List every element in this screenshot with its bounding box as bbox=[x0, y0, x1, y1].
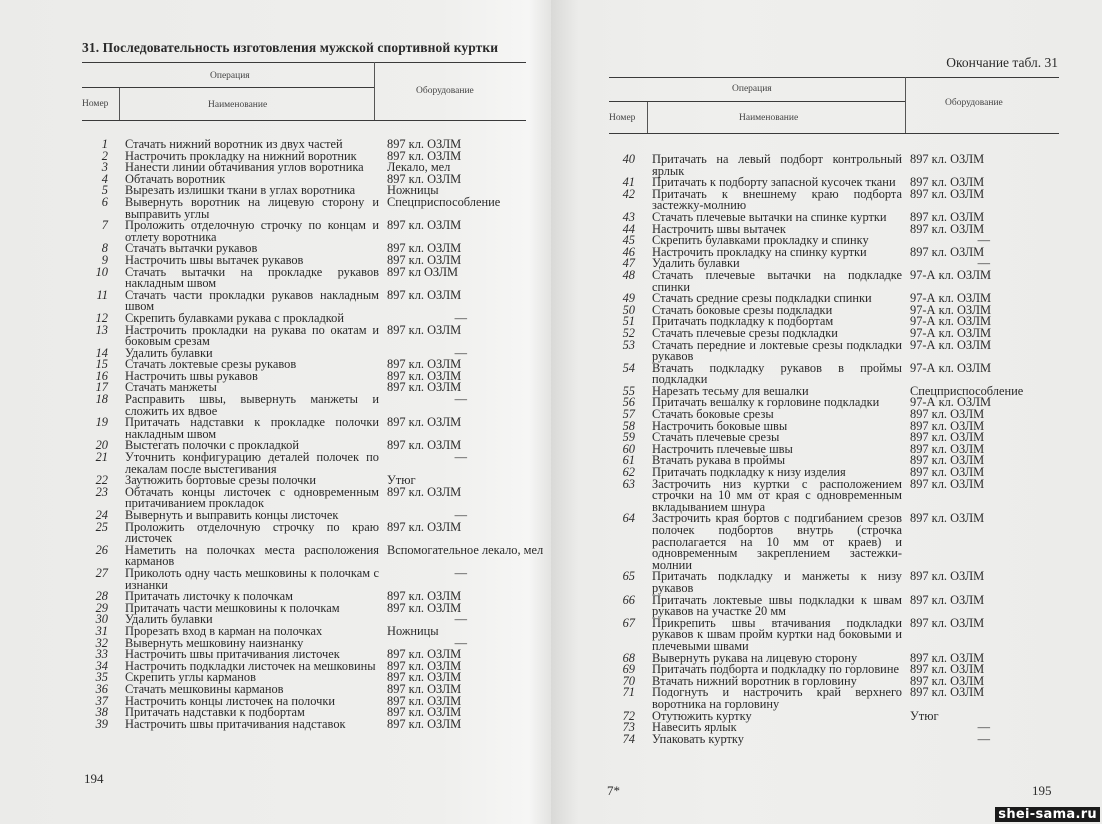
operation-name: Настрочить швы вытачек bbox=[652, 221, 786, 236]
header-top-rule bbox=[609, 77, 1059, 78]
header-equipment: Оборудование bbox=[945, 98, 1003, 108]
equipment: Ножницы bbox=[387, 183, 439, 198]
operation-number: 65 bbox=[622, 569, 635, 584]
equipment: 897 кл. ОЗЛМ bbox=[387, 705, 462, 720]
operation-name: Стачать плечевые срезы подкладки bbox=[652, 325, 838, 340]
header-operation: Операция bbox=[732, 84, 772, 94]
table-row bbox=[609, 513, 1070, 571]
operation-number: 71 bbox=[622, 685, 635, 700]
equipment: 897 кл. ОЗЛМ bbox=[910, 152, 985, 166]
operation-name: Притачать подборта и подкладку по горловине bbox=[652, 662, 899, 677]
continuation-title: Окончание табл. 31 bbox=[946, 55, 1058, 70]
equipment: 897 кл. ОЗЛМ bbox=[910, 511, 985, 526]
operation-number: 37 bbox=[95, 693, 108, 708]
equipment: — bbox=[977, 233, 990, 248]
operation-name: Вывернуть рукава на лицевую сторону bbox=[652, 650, 858, 665]
operation-name: Прикрепить швы втачивания подкладки рукавов к швам пройм куртки над боковыми и плечевыми швами bbox=[652, 615, 902, 653]
operation-number: 5 bbox=[101, 183, 108, 198]
page-number: 194 bbox=[84, 771, 104, 786]
operation-name: Нанести линии обтачивания углов воротника bbox=[125, 160, 364, 175]
equipment: 897 кл. ОЗЛМ bbox=[910, 615, 985, 630]
equipment: 897 кл. ОЗЛМ bbox=[387, 368, 462, 383]
table-header bbox=[82, 62, 526, 120]
header-vrule-num bbox=[119, 88, 120, 120]
page-number: 195 bbox=[1032, 783, 1052, 798]
header-number: Номер bbox=[82, 99, 109, 109]
equipment: 897 кл. ОЗЛМ bbox=[910, 186, 985, 201]
operation-number: 56 bbox=[622, 395, 635, 410]
table-row bbox=[609, 337, 1070, 364]
operation-number: 73 bbox=[622, 720, 635, 735]
operation-name: Настрочить плечевые швы bbox=[652, 441, 793, 456]
equipment: 897 кл. ОЗЛМ bbox=[387, 252, 462, 267]
equipment: 897 кл. ОЗЛМ bbox=[387, 322, 462, 337]
operation-number: 74 bbox=[622, 731, 635, 746]
equipment: 97-А кл. ОЗЛМ bbox=[910, 314, 991, 329]
operation-number: 12 bbox=[95, 310, 108, 325]
operation-number: 57 bbox=[622, 407, 635, 422]
equipment: 897 кл. ОЗЛМ bbox=[387, 438, 462, 453]
operation-name: Настрочить прокладку на спинку куртки bbox=[652, 244, 867, 259]
operation-number: 7 bbox=[101, 218, 108, 233]
table-row bbox=[82, 417, 547, 440]
table-row bbox=[82, 322, 547, 349]
operation-number: 54 bbox=[622, 360, 635, 375]
header-equipment: Оборудование bbox=[416, 86, 474, 96]
right-page bbox=[551, 0, 1102, 824]
operation-name: Стачать плечевые вытачки на спинке куртки bbox=[652, 209, 887, 224]
operation-name: Стачать части прокладки рукавов накладным швом bbox=[125, 287, 379, 314]
equipment: 897 кл. ОЗЛМ bbox=[387, 681, 462, 696]
operation-number: 66 bbox=[622, 592, 635, 607]
operation-name: Настрочить боковые швы bbox=[652, 418, 788, 433]
header-name: Наименование bbox=[208, 100, 268, 110]
table-body bbox=[82, 139, 547, 730]
header-bottom-rule bbox=[82, 120, 526, 121]
header-mid-rule bbox=[82, 87, 374, 88]
operation-number: 44 bbox=[622, 221, 635, 236]
equipment: — bbox=[454, 612, 467, 627]
operation-number: 16 bbox=[95, 368, 108, 383]
table-row bbox=[609, 154, 1070, 177]
operation-number: 34 bbox=[95, 658, 108, 673]
equipment: 897 кл. ОЗЛМ bbox=[910, 465, 985, 480]
operation-number: 15 bbox=[95, 357, 108, 372]
operation-name: Навесить ярлык bbox=[652, 720, 737, 735]
equipment: 897 кл ОЗЛМ bbox=[387, 264, 459, 279]
equipment: 897 кл. ОЗЛМ bbox=[387, 647, 462, 662]
table-row bbox=[609, 267, 1070, 294]
operation-number: 29 bbox=[95, 600, 108, 615]
equipment: 897 кл. ОЗЛМ bbox=[387, 241, 462, 256]
operation-number: 69 bbox=[622, 662, 635, 677]
operation-name: Втачать рукава в проймы bbox=[652, 453, 786, 468]
equipment: 897 кл. ОЗЛМ bbox=[910, 407, 985, 422]
table-row bbox=[82, 565, 547, 592]
equipment: Вспомогательное лекало, мел bbox=[387, 542, 544, 557]
operation-number: 51 bbox=[622, 314, 635, 329]
operation-name: Стачать передние и локтевые срезы подкладки рукавов bbox=[652, 337, 902, 364]
operation-name: Удалить булавки bbox=[652, 256, 740, 271]
equipment: — bbox=[977, 720, 990, 735]
operation-name: Стачать плечевые срезы bbox=[652, 430, 780, 445]
operation-name: Приколоть одну часть мешковины к полочкам с изнанки bbox=[125, 565, 379, 592]
operation-name: Притачать подкладку к низу изделия bbox=[652, 465, 846, 480]
table-title: 31. Последовательность изготовления мужской спортивной куртки bbox=[82, 40, 499, 55]
table-row bbox=[609, 186, 1070, 213]
equipment: 897 кл. ОЗЛМ bbox=[910, 592, 985, 607]
operation-name: Стачать боковые срезы подкладки bbox=[652, 302, 833, 317]
operation-name: Втачать подкладку рукавов в проймы подкладки bbox=[652, 360, 902, 387]
operation-name: Притачать на левый подборт контрольный ярлык bbox=[652, 152, 902, 178]
operation-name: Нарезать тесьму для вешалки bbox=[652, 383, 809, 398]
equipment: 897 кл. ОЗЛМ bbox=[387, 218, 462, 233]
equipment: — bbox=[977, 256, 990, 271]
operation-name: Притачать надставки к подбортам bbox=[125, 705, 305, 720]
operation-name: Наметить на полочках места расположения карманов bbox=[125, 542, 379, 569]
operation-number: 35 bbox=[95, 670, 108, 685]
operation-name: Притачать подкладку и манжеты к низу рукавов bbox=[652, 569, 902, 595]
equipment: 897 кл. ОЗЛМ bbox=[910, 221, 985, 236]
operation-name: Обтачать концы листочек с одновременным притачиванием прокладок bbox=[125, 484, 379, 511]
operation-number: 2 bbox=[101, 148, 108, 163]
operation-number: 20 bbox=[95, 438, 108, 453]
operation-number: 23 bbox=[95, 484, 108, 499]
equipment: Спецприспособление bbox=[910, 383, 1024, 398]
table-header bbox=[609, 77, 1059, 133]
operation-number: 3 bbox=[101, 160, 108, 175]
equipment: 97-А кл. ОЗЛМ bbox=[910, 337, 991, 352]
operation-number: 68 bbox=[622, 650, 635, 665]
operation-number: 45 bbox=[622, 233, 635, 248]
operation-number: 31 bbox=[95, 623, 108, 638]
operation-number: 26 bbox=[95, 542, 108, 557]
operation-name: Стачать средние срезы подкладки спинки bbox=[652, 291, 872, 306]
operation-name: Настрочить швы рукавов bbox=[125, 368, 258, 383]
operation-number: 32 bbox=[95, 635, 108, 650]
operation-number: 46 bbox=[622, 244, 635, 259]
operation-name: Проложить отделочную строчку по концам и отлету воротника bbox=[125, 218, 379, 244]
operation-name: Вырезать излишки ткани в углах воротника bbox=[125, 183, 356, 198]
operation-number: 49 bbox=[622, 291, 635, 306]
equipment: Утюг bbox=[910, 708, 939, 723]
operation-number: 1 bbox=[101, 137, 108, 151]
operation-number: 8 bbox=[101, 241, 108, 256]
operation-name: Настрочить швы притачивания листочек bbox=[125, 647, 340, 662]
operation-number: 64 bbox=[622, 511, 635, 526]
header-vrule-equip bbox=[374, 62, 375, 120]
equipment: 897 кл. ОЗЛМ bbox=[387, 716, 462, 731]
equipment: Спецприспособление bbox=[387, 194, 501, 209]
operation-name: Подогнуть и настрочить край верхнего воротника на горловину bbox=[652, 685, 902, 711]
equipment: 897 кл. ОЗЛМ bbox=[387, 693, 462, 708]
operation-name: Вывернуть и выправить концы листочек bbox=[125, 508, 339, 522]
table-row bbox=[82, 542, 547, 569]
equipment: 897 кл. ОЗЛМ bbox=[910, 453, 985, 468]
watermark: shei-sama.ru bbox=[995, 807, 1100, 822]
operation-name: Вывернуть мешковину наизнанку bbox=[125, 635, 304, 650]
header-top-rule bbox=[82, 62, 526, 63]
table-row bbox=[82, 484, 547, 511]
equipment: 897 кл. ОЗЛМ bbox=[910, 569, 985, 584]
equipment: — bbox=[454, 450, 467, 465]
operation-name: Стачать локтевые срезы рукавов bbox=[125, 357, 297, 372]
equipment: 897 кл. ОЗЛМ bbox=[387, 600, 462, 615]
operation-name: Притачать части мешковины к полочкам bbox=[125, 600, 340, 615]
equipment: 897 кл. ОЗЛМ bbox=[387, 380, 462, 395]
table-body bbox=[609, 154, 1070, 745]
header-number: Номер bbox=[609, 113, 636, 123]
operation-number: 59 bbox=[622, 430, 635, 445]
equipment: — bbox=[454, 392, 467, 407]
equipment: 897 кл. ОЗЛМ bbox=[910, 441, 985, 456]
equipment: 897 кл. ОЗЛМ bbox=[910, 418, 985, 433]
operation-number: 60 bbox=[622, 441, 635, 456]
operation-name: Стачать мешковины карманов bbox=[125, 681, 284, 696]
operation-number: 10 bbox=[95, 264, 108, 279]
operation-number: 40 bbox=[622, 152, 635, 166]
operation-name: Отутюжить куртку bbox=[652, 708, 752, 723]
table-row bbox=[82, 287, 547, 314]
operation-name: Удалить булавки bbox=[125, 345, 213, 360]
equipment: 897 кл. ОЗЛМ bbox=[387, 287, 462, 302]
signature-mark: 7* bbox=[607, 783, 620, 798]
operation-number: 48 bbox=[622, 267, 635, 282]
equipment: 97-А кл. ОЗЛМ bbox=[910, 267, 991, 282]
table-row bbox=[609, 592, 1070, 619]
operation-number: 25 bbox=[95, 519, 108, 534]
operation-name: Притачать к подборту запасной кусочек ткани bbox=[652, 175, 896, 190]
operation-name: Притачать надставки к прокладке полочки накладным швом bbox=[125, 415, 379, 441]
operation-number: 30 bbox=[95, 612, 108, 627]
equipment: — bbox=[454, 508, 467, 522]
equipment: 97-А кл. ОЗЛМ bbox=[910, 291, 991, 306]
operation-number: 18 bbox=[95, 392, 108, 407]
equipment: 897 кл. ОЗЛМ bbox=[910, 244, 985, 259]
equipment: 897 кл. ОЗЛМ bbox=[910, 685, 985, 700]
table-row bbox=[609, 476, 1070, 514]
equipment: 897 кл. ОЗЛМ bbox=[910, 650, 985, 665]
header-vrule-num bbox=[647, 102, 648, 133]
operation-number: 9 bbox=[101, 252, 108, 267]
operation-number: 63 bbox=[622, 476, 635, 491]
operation-name: Упаковать куртку bbox=[652, 731, 744, 746]
table-row bbox=[82, 716, 547, 731]
operation-number: 22 bbox=[95, 473, 108, 488]
operation-name: Втачать нижний воротник в горловину bbox=[652, 673, 857, 688]
operation-number: 39 bbox=[95, 716, 108, 731]
operation-number: 50 bbox=[622, 302, 635, 317]
operation-name: Обтачать воротник bbox=[125, 171, 226, 186]
equipment: 897 кл. ОЗЛМ bbox=[387, 415, 462, 430]
operation-number: 52 bbox=[622, 325, 635, 340]
equipment: 897 кл. ОЗЛМ bbox=[910, 430, 985, 445]
operation-number: 33 bbox=[95, 647, 108, 662]
operation-number: 43 bbox=[622, 209, 635, 224]
operation-number: 36 bbox=[95, 681, 108, 696]
operation-name: Скрепить булавками прокладку и спинку bbox=[652, 233, 869, 248]
operation-number: 62 bbox=[622, 465, 635, 480]
operation-number: 28 bbox=[95, 589, 108, 604]
operation-name: Настрочить прокладку на нижний воротник bbox=[125, 148, 357, 163]
operation-name: Вывернуть воротник на лицевую сторону и выправить углы bbox=[125, 194, 379, 221]
operation-name: Прорезать вход в карман на полочках bbox=[125, 623, 323, 638]
operation-name: Стачать боковые срезы bbox=[652, 407, 774, 422]
table-row bbox=[82, 220, 547, 243]
table-row bbox=[82, 264, 547, 291]
equipment: 897 кл. ОЗЛМ bbox=[387, 137, 462, 151]
operation-name: Стачать вытачки на прокладке рукавов накладным швом bbox=[125, 264, 379, 291]
table-row bbox=[82, 394, 547, 417]
table-row bbox=[609, 687, 1070, 710]
operation-number: 27 bbox=[95, 565, 108, 580]
equipment: 897 кл. ОЗЛМ bbox=[910, 673, 985, 688]
operation-name: Притачать листочку к полочкам bbox=[125, 589, 293, 604]
equipment: 897 кл. ОЗЛМ bbox=[387, 589, 462, 604]
equipment: 897 кл. ОЗЛМ bbox=[910, 476, 985, 491]
operation-name: Настрочить швы притачивания надставок bbox=[125, 716, 346, 731]
equipment: 897 кл. ОЗЛМ bbox=[387, 519, 462, 534]
operation-name: Застрочить низ куртки с расположением строчки на 10 мм от края с одновременным вкладыванием шнура bbox=[652, 476, 902, 514]
operation-name: Притачать подкладку к подбортам bbox=[652, 314, 834, 329]
equipment: 97-А кл. ОЗЛМ bbox=[910, 360, 991, 375]
operation-name: Стачать манжеты bbox=[125, 380, 217, 395]
table-row bbox=[82, 194, 547, 221]
operation-name: Стачать плечевые вытачки на подкладке спинки bbox=[652, 267, 902, 294]
equipment: Ножницы bbox=[387, 623, 439, 638]
equipment: Лекало, мел bbox=[387, 160, 451, 175]
operation-name: Расправить швы, вывернуть манжеты и сложить их вдвое bbox=[125, 392, 379, 418]
operation-number: 14 bbox=[95, 345, 108, 360]
equipment: 897 кл. ОЗЛМ bbox=[387, 171, 462, 186]
operation-number: 13 bbox=[95, 322, 108, 337]
equipment: 897 кл. ОЗЛМ bbox=[387, 670, 462, 685]
table-row bbox=[609, 360, 1070, 387]
operation-number: 17 bbox=[95, 380, 108, 395]
operation-number: 70 bbox=[622, 673, 635, 688]
operation-number: 72 bbox=[622, 708, 635, 723]
operation-name: Стачать нижний воротник из двух частей bbox=[125, 137, 343, 151]
operation-name: Настрочить подкладки листочек на мешковины bbox=[125, 658, 376, 673]
table-row bbox=[82, 519, 547, 546]
equipment: Утюг bbox=[387, 473, 416, 488]
operation-name: Настрочить швы вытачек рукавов bbox=[125, 252, 304, 267]
operation-number: 58 bbox=[622, 418, 635, 433]
operation-name: Настрочить прокладки на рукава по окатам и боковым срезам bbox=[125, 322, 379, 349]
equipment: 97-А кл. ОЗЛМ bbox=[910, 325, 991, 340]
operation-name: Скрепить булавками рукава с прокладкой bbox=[125, 310, 345, 325]
operation-number: 67 bbox=[622, 615, 635, 630]
operation-name: Уточнить конфигурацию деталей полочек по лекалам после выстегивания bbox=[125, 450, 379, 476]
operation-number: 4 bbox=[101, 171, 108, 186]
operation-number: 6 bbox=[101, 194, 108, 209]
equipment: 897 кл. ОЗЛМ bbox=[910, 209, 985, 224]
table-row bbox=[609, 615, 1070, 653]
operation-name: Притачать к внешнему краю подборта застежку-молнию bbox=[652, 186, 902, 213]
operation-name: Притачать локтевые швы подкладки к швам рукавов на участке 20 мм bbox=[652, 592, 902, 619]
equipment: 97-А кл. ОЗЛМ bbox=[910, 395, 991, 410]
equipment: — bbox=[454, 345, 467, 360]
equipment: — bbox=[977, 731, 990, 746]
operation-name: Удалить булавки bbox=[125, 612, 213, 627]
operation-name: Заутюжить бортовые срезы полочки bbox=[125, 473, 317, 488]
operation-name: Застрочить края бортов с подгибанием срезов полочек подбортов внутрь (строчка располагается на 10 мм от краев) и одновременным закреплением застежки-молнии bbox=[652, 511, 902, 572]
table-row bbox=[609, 571, 1070, 594]
equipment: 897 кл. ОЗЛМ bbox=[910, 175, 985, 190]
header-vrule-equip bbox=[905, 77, 906, 133]
operation-number: 24 bbox=[95, 508, 108, 522]
operation-number: 53 bbox=[622, 337, 635, 352]
table-row bbox=[609, 731, 1070, 746]
equipment: — bbox=[454, 565, 467, 580]
equipment: — bbox=[454, 310, 467, 325]
operation-number: 41 bbox=[622, 175, 635, 190]
operation-name: Стачать вытачки рукавов bbox=[125, 241, 258, 256]
operation-number: 19 bbox=[95, 415, 108, 430]
operation-number: 21 bbox=[95, 450, 108, 465]
operation-number: 11 bbox=[96, 287, 108, 302]
operation-name: Скрепить углы карманов bbox=[125, 670, 256, 685]
operation-number: 55 bbox=[622, 383, 635, 398]
operation-name: Выстегать полочки с прокладкой bbox=[125, 438, 299, 453]
equipment: 897 кл. ОЗЛМ bbox=[387, 484, 462, 499]
header-bottom-rule bbox=[609, 133, 1059, 134]
equipment: 897 кл. ОЗЛМ bbox=[387, 357, 462, 372]
operation-number: 47 bbox=[622, 256, 635, 271]
operation-number: 38 bbox=[95, 705, 108, 720]
equipment: 897 кл. ОЗЛМ bbox=[387, 148, 462, 163]
equipment: 97-А кл. ОЗЛМ bbox=[910, 302, 991, 317]
equipment: 897 кл. ОЗЛМ bbox=[910, 662, 985, 677]
operation-number: 42 bbox=[622, 186, 635, 201]
header-operation: Операция bbox=[210, 71, 250, 81]
header-mid-rule bbox=[609, 101, 905, 102]
equipment: — bbox=[454, 635, 467, 650]
operation-name: Настрочить концы листочек на полочки bbox=[125, 693, 335, 708]
equipment: 897 кл. ОЗЛМ bbox=[387, 658, 462, 673]
operation-name: Притачать вешалку к горловине подкладки bbox=[652, 395, 880, 410]
operation-name: Проложить отделочную строчку по краю листочек bbox=[125, 519, 379, 546]
table-row bbox=[82, 452, 547, 475]
operation-number: 61 bbox=[622, 453, 635, 468]
header-name: Наименование bbox=[739, 113, 799, 123]
